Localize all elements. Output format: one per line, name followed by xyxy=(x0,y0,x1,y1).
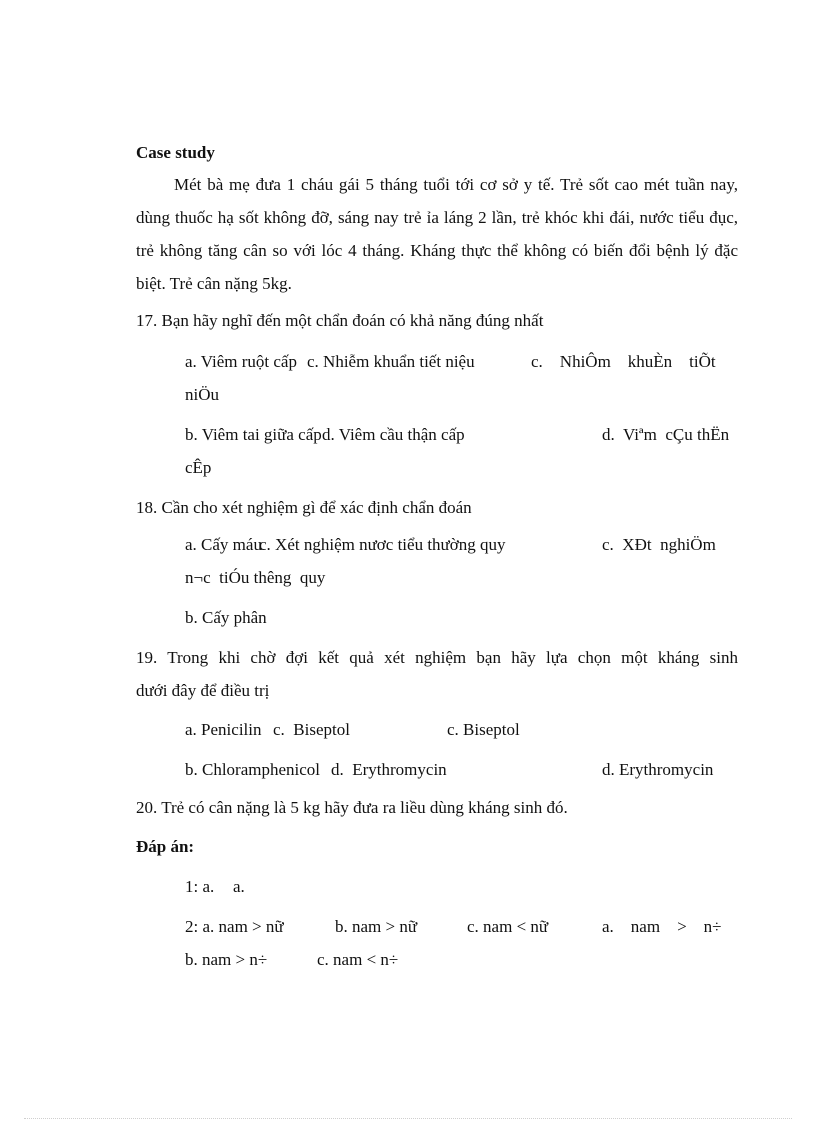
answers-list xyxy=(185,870,738,976)
q18-options xyxy=(185,528,738,634)
q17-option-a: a. Viêm ruột cấp xyxy=(185,352,297,371)
answer-1-label: 1: a. xyxy=(185,877,215,896)
answer-1-rest: a. xyxy=(233,877,245,896)
q19-option-d: d. Erythromycin xyxy=(602,760,714,779)
q19-option-d-inline: d. Erythromycin xyxy=(331,760,447,779)
q17-option-b: b. Viêm tai giữa cấp xyxy=(185,425,322,444)
q19-options xyxy=(185,713,738,786)
answer-3-c: c. nam < n÷ xyxy=(317,950,399,969)
q19-option-c: c. Biseptol xyxy=(447,720,520,739)
q19-option-c-inline: c. Biseptol xyxy=(273,720,350,739)
q18-option-row-1 xyxy=(185,528,738,594)
case-study-heading: Case study xyxy=(136,143,215,162)
answer-1 xyxy=(185,870,738,903)
q17-option-d-inline: d. Viêm cầu thận cấp xyxy=(322,425,465,444)
q17-option-d-garbled: d. Viªm cÇu thËn xyxy=(602,425,730,444)
q17-option-c-inline: c. Nhiễm khuẩn tiết niệu xyxy=(307,352,475,371)
q18-option-c-garbled: c. XÐt nghiÖm xyxy=(602,535,716,554)
question-19-line-1: 19. Trong khi chờ đợi kết quả xét nghiệm bạn hãy lựa chọn một kháng sinh xyxy=(136,648,738,667)
q18-option-c-cont: n¬c tiÓu thêng quy xyxy=(185,568,326,587)
answer-2-garbled: a. nam > n÷ xyxy=(602,917,722,936)
q19-option-row-2 xyxy=(185,753,738,786)
question-19-line-2: dưới đây để điều trị xyxy=(136,681,270,700)
document-page xyxy=(136,138,738,983)
q17-option-c-cont: niÖu xyxy=(185,385,219,404)
answer-3-b: b. nam > n÷ xyxy=(185,950,268,969)
q19-option-a: a. Penicilin xyxy=(185,720,262,739)
q18-option-c-inline: c. Xét nghiệm nươc tiểu thường quy xyxy=(259,535,506,554)
case-intro-paragraph: Mét bà mẹ đưa 1 cháu gái 5 tháng tuổi tới cơ sở y tế. Trẻ sốt cao mét tuần nay, dùng thuốc hạ sốt không đỡ, sáng nay trẻ ỉa láng 2 lần, trẻ khóc khi đái, nước tiểu đục, trẻ không tăng cân so với lóc 4 tháng. Kháng thực thể không có biến đổi bệnh lý đặc biệt. Trẻ cân nặng 5kg. xyxy=(136,175,738,293)
q19-option-b: b. Chloramphenicol xyxy=(185,760,321,779)
q17-option-row-1 xyxy=(185,345,738,411)
question-18: 18. Cần cho xét nghiệm gì để xác định chẩn đoán xyxy=(136,498,472,517)
answer-2 xyxy=(185,910,738,976)
answers-heading: Đáp án: xyxy=(136,837,195,856)
answer-2-b: b. nam > nữ xyxy=(335,917,418,936)
q18-option-row-2 xyxy=(185,601,738,634)
q17-option-d-cont: cÊp xyxy=(185,458,212,477)
question-20: 20. Trẻ có cân nặng là 5 kg hãy đưa ra liều dùng kháng sinh đó. xyxy=(136,798,568,817)
q18-option-b: b. Cấy phân xyxy=(185,608,267,627)
page-bottom-rule xyxy=(24,1118,792,1119)
answer-2-label: 2: a. nam > nữ xyxy=(185,917,284,936)
q18-option-a: a. Cấy máu xyxy=(185,535,262,554)
answer-2-c: c. nam < nữ xyxy=(467,917,549,936)
q17-option-row-2 xyxy=(185,418,738,484)
question-17: 17. Bạn hãy nghĩ đến một chẩn đoán có khả năng đúng nhất xyxy=(136,311,544,330)
q17-options xyxy=(185,345,738,484)
q17-option-c-garbled: c. NhiÔm khuÈn tiÕt xyxy=(531,352,716,371)
question-19 xyxy=(136,641,738,707)
q19-option-row-1 xyxy=(185,713,738,746)
